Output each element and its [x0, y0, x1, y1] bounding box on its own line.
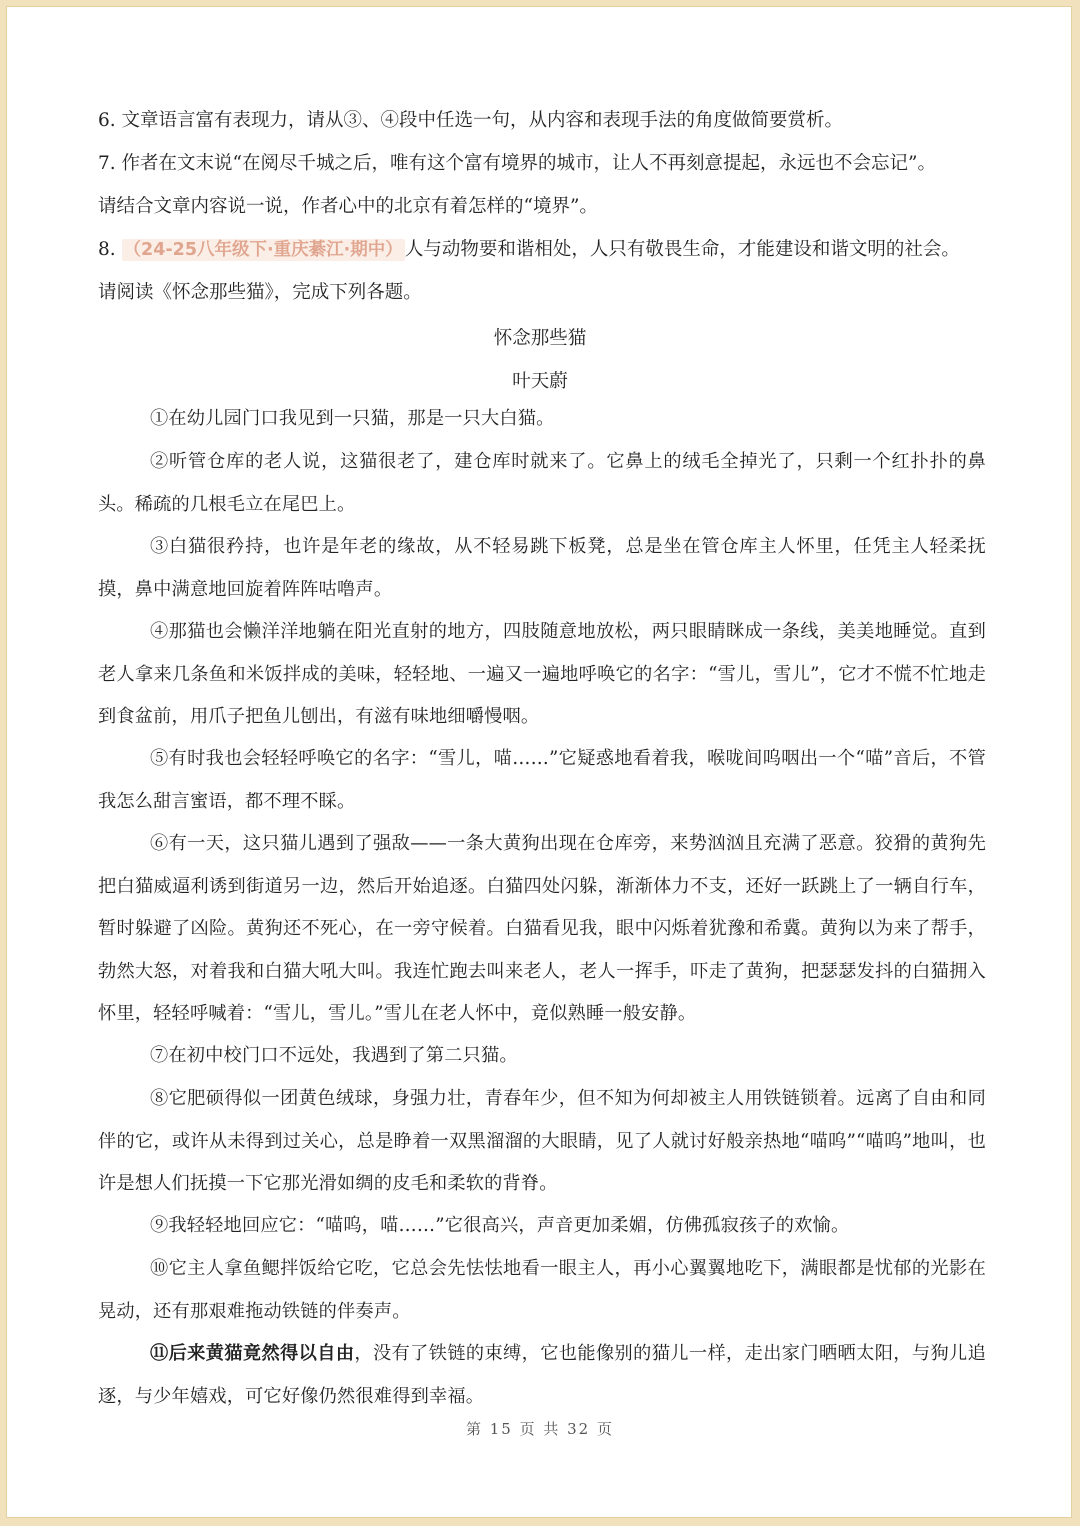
paragraph-2: ②听管仓库的老人说，这猫很老了，建仓库时就来了。它鼻上的绒毛全掉光了，只剩一个红扑扑的鼻头。稀疏的几根毛立在尾巴上。: [98, 451, 986, 515]
question-8: [98, 229, 998, 271]
page-number: 第 15 页 共 32 页: [465, 1420, 614, 1438]
paragraph-11: [98, 1333, 986, 1418]
paragraph-10: ⑩它主人拿鱼鳃拌饭给它吃，它总会先怯怯地看一眼主人，再小心翼翼地吃下，满眼都是忧郁的光影在晃动，还有那艰难拖动铁链的伴奏声。: [98, 1258, 986, 1322]
paragraph-11-lead: ⑪后来黄猫竟然得以自由: [150, 1343, 355, 1364]
question-6: 6. 文章语言富有表现力，请从③、④段中任选一句，从内容和表现手法的角度做简要赏析。: [98, 110, 844, 131]
question-8-line2: 请阅读《怀念那些猫》，完成下列各题。: [98, 282, 422, 303]
paragraph-3: ③白猫很矜持，也许是年老的缘故，从不轻易跳下板凳，总是坐在管仓库主人怀里，任凭主人轻柔抚摸，鼻中满意地回旋着阵阵咕噜声。: [98, 536, 986, 600]
paragraph-9: ⑨我轻轻地回应它：“喵呜，喵……”它很高兴，声音更加柔媚，仿佛孤寂孩子的欢愉。: [150, 1215, 850, 1236]
paragraph-5: ⑤有时我也会轻轻呼唤它的名字：“雪儿，喵……”它疑惑地看着我，喉咙间呜咽出一个“喵”音后，不管我怎么甜言蜜语，都不理不睬。: [98, 748, 986, 812]
question-7-line1: 7. 作者在文末说“在阅尽千城之后，唯有这个富有境界的城市，让人不再刻意提起，永远也不会忘记”。: [98, 153, 936, 174]
paragraph-11-rest: ，没有了铁链的束缚，它也能像别的猫儿一样，走出家门晒晒太阳，与狗儿追逐，与少年嬉戏，可它好像仍然很难得到幸福。: [98, 1343, 986, 1407]
paragraph-7: ⑦在初中校门口不远处，我遇到了第二只猫。: [150, 1045, 518, 1066]
question-7-line2: 请结合文章内容说一说，作者心中的北京有着怎样的“境界”。: [98, 196, 598, 217]
article-title: 怀念那些猫: [493, 328, 587, 349]
question-8-text: 人与动物要和谐相处，人只有敬畏生命，才能建设和谐文明的社会。: [404, 239, 960, 260]
paragraph-6: ⑥有一天，这只猫儿遇到了强敌——一条大黄狗出现在仓库旁，来势汹汹且充满了恶意。狡猾的黄狗先把白猫威逼利诱到街道另一边，然后开始追逐。白猫四处闪躲，渐渐体力不支，还好一跃跳上了一辆自行车，暂时躲避了凶险。黄狗还不死心，在一旁守候着。白猫看见我，眼中闪烁着犹豫和希冀。黄狗以为来了帮手，勃然大怒，对着我和白猫大吼大叫。我连忙跑去叫来老人，老人一挥手，吓走了黄狗，把瑟瑟发抖的白猫拥入怀里，轻轻呼喊着：“雪儿，雪儿。”雪儿在老人怀中，竟似熟睡一般安静。: [98, 833, 986, 1024]
paragraph-4: ④那猫也会懒洋洋地躺在阳光直射的地方，四肢随意地放松，两只眼睛眯成一条线，美美地睡觉。直到老人拿来几条鱼和米饭拌成的美味，轻轻地、一遍又一遍地呼唤它的名字：“雪儿，雪儿”，它才不慌不忙地走到食盆前，用爪子把鱼儿刨出，有滋有味地细嚼慢咽。: [98, 621, 986, 727]
paragraph-8: ⑧它肥硕得似一团黄色绒球，身强力壮，青春年少，但不知为何却被主人用铁链锁着。远离了自由和同伴的它，或许从未得到过关心，总是睁着一双黑溜溜的大眼睛，见了人就讨好般亲热地“喵呜”“喵呜”地叫，也许是想人们抚摸一下它那光滑如绸的皮毛和柔软的背脊。: [98, 1088, 986, 1194]
question-8-number: 8.: [98, 239, 116, 260]
article-author: 叶天蔚: [512, 371, 568, 392]
source-tag: （24-25八年级下·重庆綦江·期中）: [123, 240, 403, 260]
paragraph-1: ①在幼儿园门口我见到一只猫，那是一只大白猫。: [150, 408, 555, 429]
